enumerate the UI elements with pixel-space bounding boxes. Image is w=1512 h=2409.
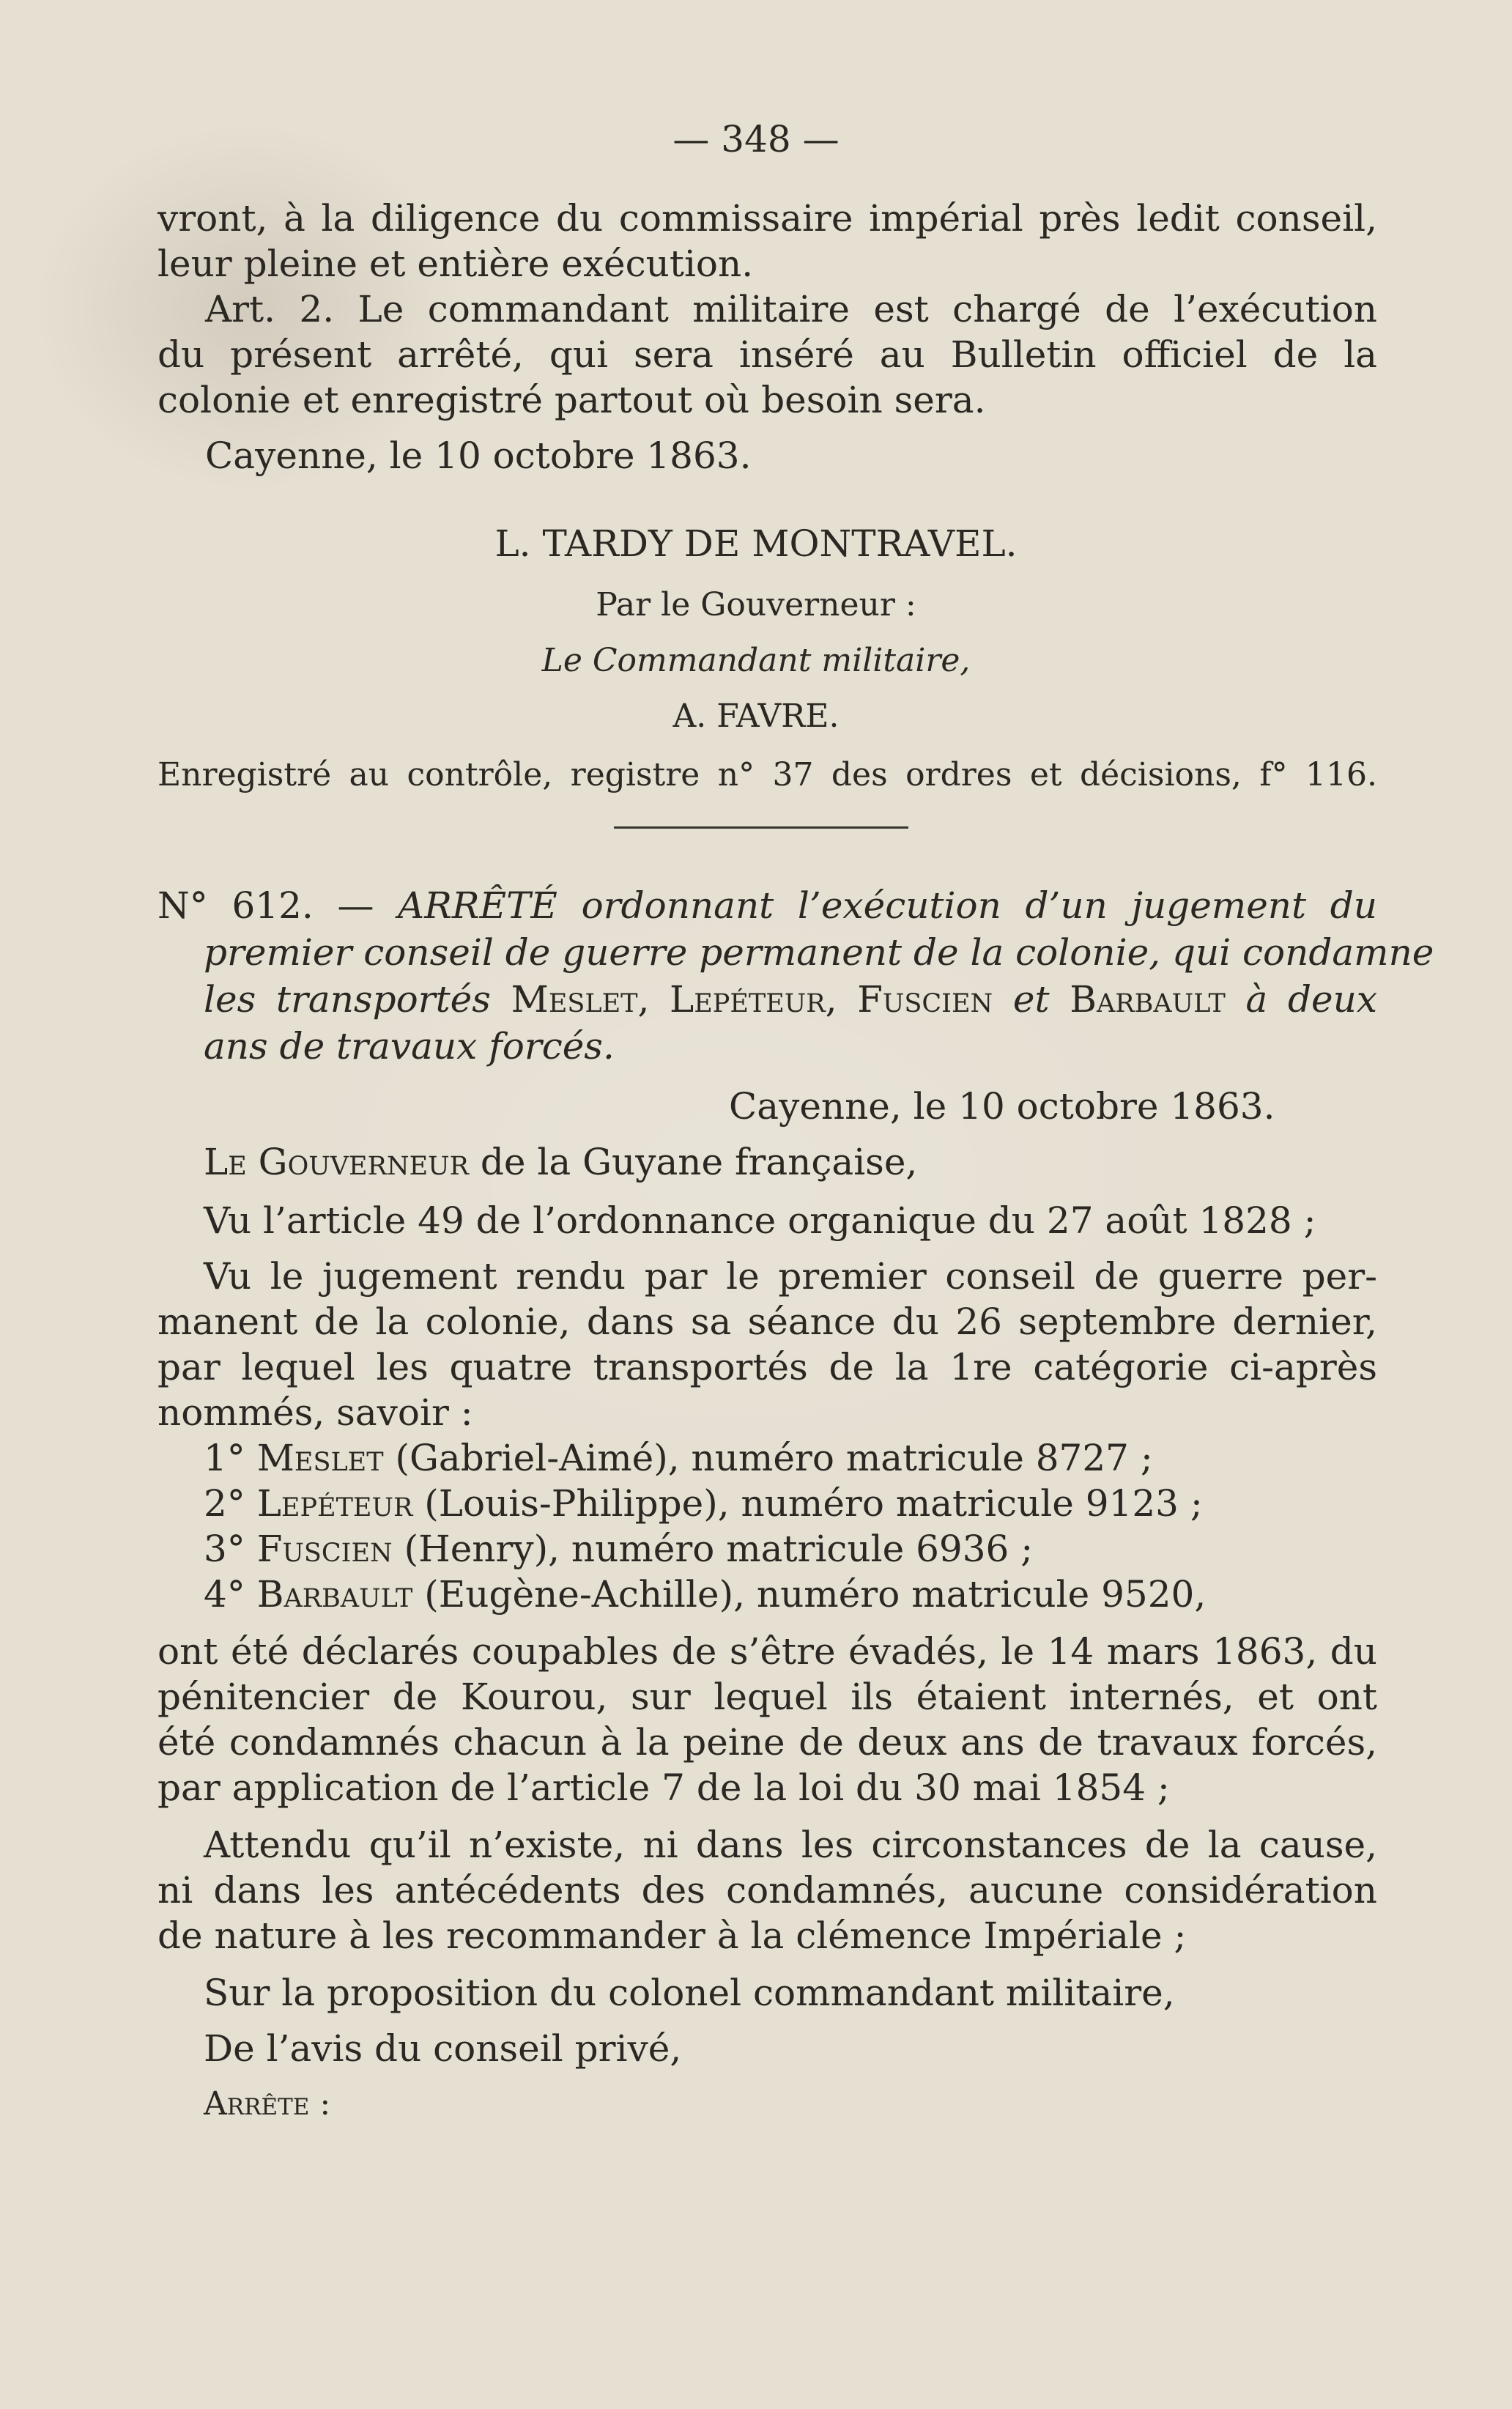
heading-line: premier conseil de guerre permanent de la colonie, qui condamne — [204, 931, 1434, 974]
text-line: par lequel les quatre transportés de la 1re catégorie ci-après — [158, 1346, 1377, 1388]
decree-date: Cayenne, le 10 octobre 1863. — [729, 1085, 1275, 1128]
text-line: ni dans les antécédents des condamnés, aucune considération — [158, 1869, 1377, 1912]
list-item: 4° Barbault (Eugène-Achille), numéro matricule 9520, — [204, 1573, 1207, 1616]
text-line: de nature à les recommander à la clémence Impériale ; — [158, 1914, 1187, 1957]
section-divider — [614, 826, 908, 829]
list-item: 1° Meslet (Gabriel-Aimé), numéro matricule 8727 ; — [204, 1437, 1153, 1479]
text-line: vront, à la diligence du commissaire impérial près ledit conseil, — [158, 197, 1377, 240]
signature-name: A. FAVRE. — [672, 697, 840, 735]
text-line: Art. 2. Le commandant militaire est chargé de l’exécution — [205, 288, 1377, 330]
text-line: leur pleine et entière exécution. — [158, 243, 754, 285]
text-line: Attendu qu’il n’existe, ni dans les circonstances de la cause, — [204, 1824, 1377, 1866]
heading-text: ARRÊTÉ ordonnant l’exécution d’un jugement du — [398, 884, 1377, 927]
text-line: colonie et enregistré partout où besoin sera. — [158, 379, 986, 421]
text-line: Vu l’article 49 de l’ordonnance organique du 27 août 1828 ; — [204, 1199, 1316, 1242]
text-line: manent de la colonie, dans sa séance du 26 septembre dernier, — [158, 1300, 1377, 1343]
signature-governor: L. TARDY DE MONTRAVEL. — [494, 522, 1018, 565]
heading-line — [158, 884, 1377, 928]
text-line: été condamnés chacun à la peine de deux ans de travaux forcés, — [158, 1721, 1377, 1764]
text-line: par application de l’article 7 de la loi du 30 mai 1854 ; — [158, 1766, 1170, 1809]
text-line: pénitencier de Kourou, sur lequel ils étaient internés, et ont — [158, 1676, 1377, 1718]
arrete-label: Arrête : — [204, 2085, 331, 2123]
text-line: Vu le jugement rendu par le premier conseil de guerre per- — [204, 1255, 1377, 1298]
registration-note: Enregistré au contrôle, registre n° 37 des ordres et décisions, f° 116. — [158, 756, 1377, 793]
heading-line: ans de travaux forcés. — [204, 1025, 615, 1067]
text-line: du présent arrêté, qui sera inséré au Bulletin officiel de la — [158, 333, 1377, 376]
text-line: nommés, savoir : — [158, 1391, 473, 1434]
heading-line: les transportés Meslet, Lepéteur, Fuscien et Barbault à deux — [204, 978, 1378, 1021]
list-item: 2° Lepéteur (Louis-Philippe), numéro matricule 9123 ; — [204, 1482, 1203, 1525]
text-line: Sur la proposition du colonel commandant militaire, — [204, 1972, 1175, 2014]
decree-number: N° 612. — — [158, 884, 374, 927]
date-line: Cayenne, le 10 octobre 1863. — [205, 434, 752, 477]
list-item: 3° Fuscien (Henry), numéro matricule 6936 ; — [204, 1528, 1034, 1570]
signature-title: Le Commandant militaire, — [541, 642, 971, 679]
text-line: ont été déclarés coupables de s’être évadés, le 14 mars 1863, du — [158, 1630, 1377, 1673]
signature-par-gouverneur: Par le Gouverneur : — [596, 586, 916, 623]
text-line: Le Gouverneur de la Guyane française, — [204, 1141, 918, 1183]
page-number: — 348 — — [672, 118, 840, 160]
text-line: De l’avis du conseil privé, — [204, 2027, 682, 2070]
